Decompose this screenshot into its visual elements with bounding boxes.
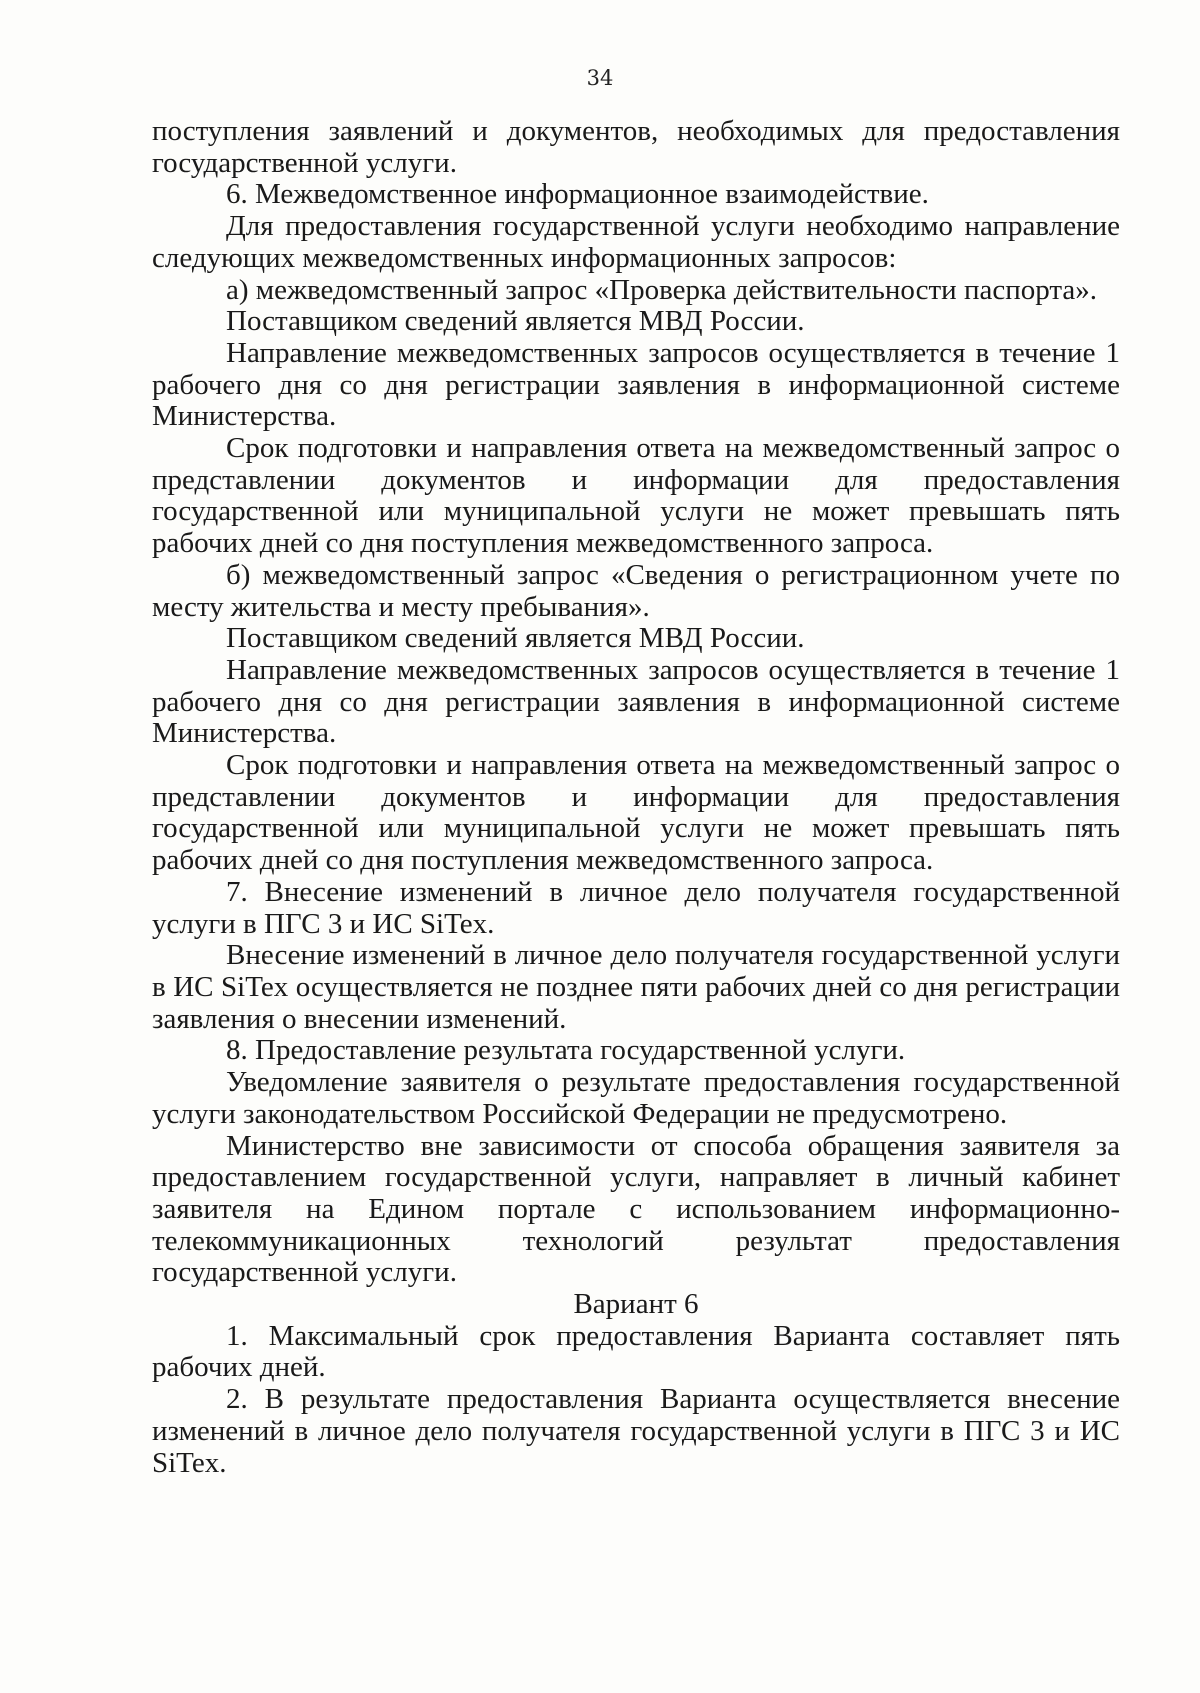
section-heading-8: 8. Предоставление результата государственной услуги.: [226, 1034, 906, 1067]
document-body: [152, 116, 1120, 1479]
section-heading-7: 7. Внесение изменений в личное дело получателя государственной услуги в ПГС 3 и ИС SiTex.: [152, 875, 1120, 940]
paragraph: Срок подготовки и направления ответа на межведомственный запрос о представлении документов и информации для предоставления государственной или муниципальной услуги не может превышать пять рабочих дней со дня поступления межведомственного запроса.: [152, 749, 1120, 877]
paragraph: Направление межведомственных запросов осуществляется в течение 1 рабочего дня со дня регистрации заявления в информационной системе Министерства.: [152, 653, 1120, 750]
paragraph: Министерство вне зависимости от способа обращения заявителя за предоставлением государственной услуги, направляет в личный кабинет заявителя на Едином портале с использованием информационно-телекоммуникационных технологий результат предоставления государственной услуги.: [152, 1129, 1120, 1289]
paragraph-continuation: поступления заявлений и документов, необходимых для предоставления государственной услуги.: [152, 115, 1120, 179]
paragraph: Для предоставления государственной услуги необходимо направление следующих межведомственных информационных запросов:: [152, 210, 1120, 274]
variant-heading: Вариант 6: [573, 1288, 699, 1321]
numbered-item-2: 2. В результате предоставления Варианта осуществляется внесение изменений в личное дело получателя государственной услуги в ПГС 3 и ИС SiTex.: [152, 1383, 1120, 1479]
list-item-b: б) межведомственный запрос «Сведения о регистрационном учете по месту жительства и месту пребывания».: [152, 558, 1120, 623]
paragraph: Внесение изменений в личное дело получателя государственной услуги в ИС SiTex осуществляется не позднее пяти рабочих дней со дня регистрации заявления о внесении изменений.: [152, 939, 1120, 1035]
paragraph: Направление межведомственных запросов осуществляется в течение 1 рабочего дня со дня регистрации заявления в информационной системе Министерства.: [152, 336, 1120, 433]
paragraph: Уведомление заявителя о результате предоставления государственной услуги законодательством Российской Федерации не предусмотрено.: [152, 1066, 1120, 1130]
list-item-a: а) межведомственный запрос «Проверка действительности паспорта».: [226, 273, 1098, 306]
paragraph: Срок подготовки и направления ответа на межведомственный запрос о представлении документов и информации для предоставления государственной или муниципальной услуги не может превышать пять рабочих дней со дня поступления межведомственного запроса.: [152, 432, 1120, 560]
numbered-item-1: 1. Максимальный срок предоставления Варианта составляет пять рабочих дней.: [152, 1319, 1120, 1384]
page-number: 34: [586, 66, 614, 90]
paragraph: Поставщиком сведений является МВД России.: [226, 622, 805, 655]
section-heading-6: 6. Межведомственное информационное взаимодействие.: [226, 178, 929, 211]
paragraph: Поставщиком сведений является МВД России.: [226, 305, 805, 338]
